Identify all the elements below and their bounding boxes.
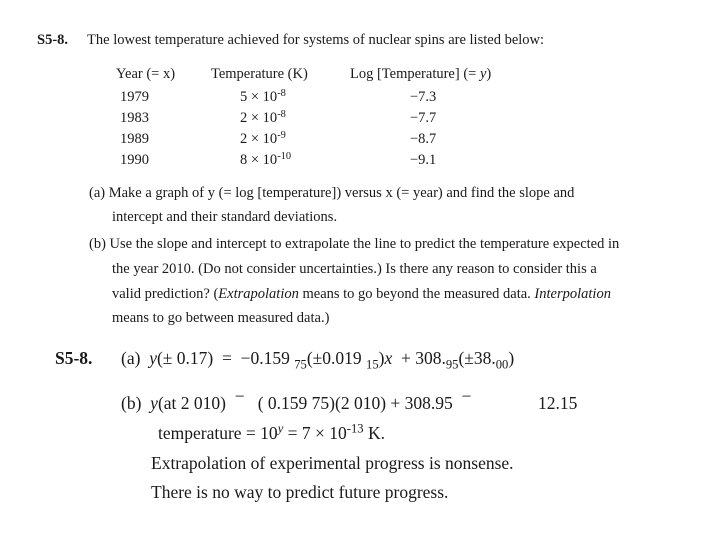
solution-b-equation: (b) y(at 2 010) − ( 0.159 75)(2 010) + 308.95 − <box>121 386 472 413</box>
solution-b-result: 12.15 <box>538 393 578 413</box>
part-b-line-2: the year 2010. (Do not consider uncertainties.) Is there any reason to consider this a <box>112 261 597 277</box>
problem-header <box>37 32 544 49</box>
table-header-year: Year (= x) <box>116 66 176 82</box>
part-b-line-4: means to go between measured data.) <box>112 310 330 326</box>
part-b-line-1: (b) Use the slope and intercept to extrapolate the line to predict the temperature expected in <box>89 236 620 252</box>
solution-label: S5-8. <box>55 348 93 368</box>
table-cell-temp: $2 \times 10^{-9}$ <box>240 129 286 147</box>
table-cell-year: 1979 <box>120 89 149 105</box>
table-cell-temp: $5 \times 10^{-8}$ <box>240 87 286 105</box>
part-a-line-1: (a) Make a graph of y (= log [temperature]) versus x (= year) and find the slope and <box>89 185 575 201</box>
solution-temperature: temperature = $10^y = 7 \times 10^{-13}$ K. <box>158 421 385 443</box>
table-cell-log: −7.7 <box>410 110 437 126</box>
problem-label: S5-8. <box>37 32 69 48</box>
table-header-temp: Temperature (K) <box>211 66 308 82</box>
table-cell-temp: $2 \times 10^{-8}$ <box>240 108 286 126</box>
table-cell-year: 1989 <box>120 131 149 147</box>
table-cell-year: 1983 <box>120 110 149 126</box>
part-a-line-2: intercept and their standard deviations. <box>112 209 338 225</box>
table-cell-year: 1990 <box>120 152 149 168</box>
solution-note-1: Extrapolation of experimental progress is nonsense. <box>151 453 514 473</box>
table-cell-log: −9.1 <box>410 152 437 168</box>
part-b-line-3: valid prediction? (Extrapolation means to go beyond the measured data. Interpolation <box>112 286 611 302</box>
solution-a-equation: (a) y(± 0.17) = −0.159 $_{75}$(±0.019 $_{15})x + 308._{95}(\pm 38._{00})$ <box>121 348 515 372</box>
problem-statement: The lowest temperature achieved for systems of nuclear spins are listed below: <box>87 32 545 48</box>
table-cell-temp: $8 \times 10^{-10}$ <box>240 150 292 168</box>
table-cell-log: −7.3 <box>410 89 437 105</box>
solution-note-2: There is no way to predict future progress. <box>151 482 449 502</box>
table-cell-log: −8.7 <box>410 131 437 147</box>
table-header-log: Log [Temperature] (= y) <box>350 66 492 82</box>
